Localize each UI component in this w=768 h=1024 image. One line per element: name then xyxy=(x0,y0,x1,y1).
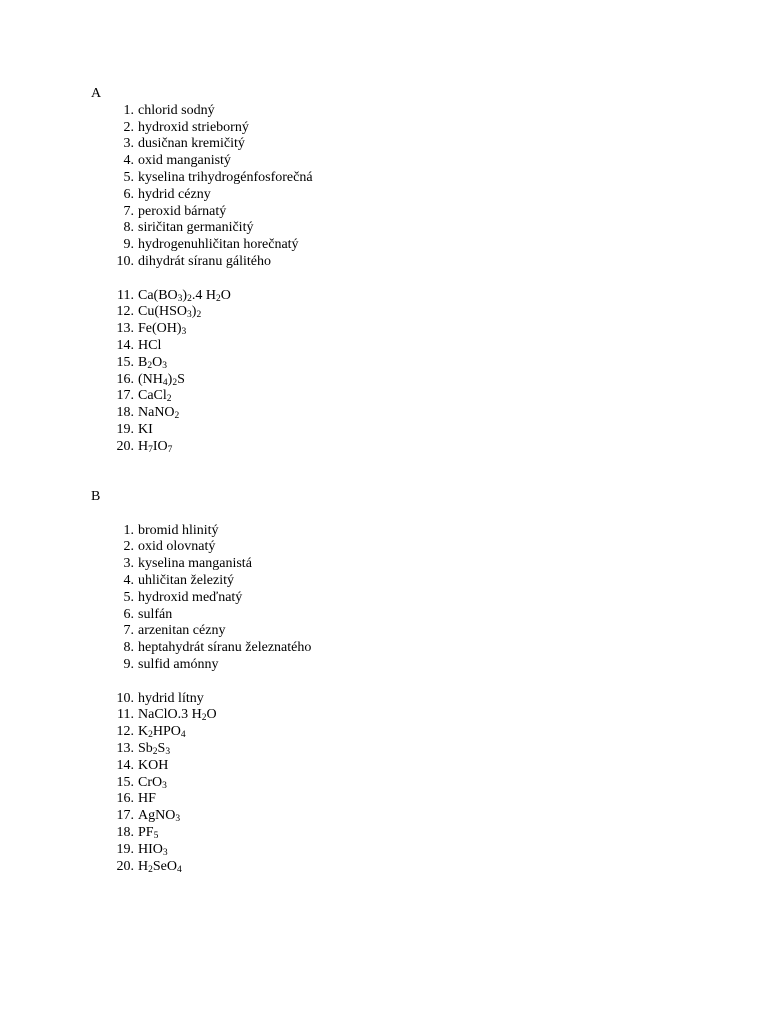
item-text: hydroxid strieborný xyxy=(138,119,249,135)
list-item xyxy=(91,237,313,254)
item-number: 10. xyxy=(116,690,134,706)
list-item xyxy=(91,607,311,624)
subscript: 5 xyxy=(153,830,159,841)
list-item xyxy=(91,153,313,170)
item-text: sulfán xyxy=(138,606,173,622)
list-item xyxy=(91,355,313,372)
subscript: 2 xyxy=(148,730,153,741)
subscript: 3 xyxy=(162,847,168,858)
list-item xyxy=(91,187,313,204)
list-item xyxy=(91,103,313,120)
item-list xyxy=(91,691,311,876)
subscript: 3 xyxy=(177,293,183,304)
item-number: 4. xyxy=(123,153,134,169)
item-text: $Fe(OH)_3$ xyxy=(138,321,187,338)
subscript: 2 xyxy=(147,360,153,371)
section-heading: B xyxy=(91,489,101,504)
list-item xyxy=(91,623,311,640)
item-text: hydrogenuhličitan horečnatý xyxy=(138,237,299,253)
item-number: 3. xyxy=(123,136,134,152)
item-number: 6. xyxy=(123,606,134,622)
item-text: NaNO$_2$ xyxy=(138,405,180,422)
item-text: peroxid bárnatý xyxy=(138,203,227,219)
item-number: 6. xyxy=(123,186,134,202)
item-text: sulfid amónny xyxy=(138,656,219,672)
item-number: 17. xyxy=(116,808,134,824)
list-item xyxy=(91,775,311,792)
item-text: $HIO_3$ xyxy=(138,841,168,858)
list-item xyxy=(91,842,311,859)
item-number: 8. xyxy=(123,220,134,236)
item-number: 4. xyxy=(123,572,134,588)
subscript: 3 xyxy=(181,327,187,338)
list-item xyxy=(91,120,313,137)
subscript: 2 xyxy=(148,864,153,875)
item-number: 2. xyxy=(123,119,134,135)
subscript: 2 xyxy=(201,713,207,724)
item-number: 20. xyxy=(116,858,134,874)
item-text: oxid olovnatý xyxy=(138,539,216,555)
item-number: 18. xyxy=(116,824,134,840)
item-text: chlorid sodný xyxy=(138,102,215,118)
item-number: 7. xyxy=(123,623,134,639)
item-text: CaCl$_2$ xyxy=(138,388,172,405)
item-number: 17. xyxy=(116,388,134,404)
subscript: 3 xyxy=(187,310,192,321)
subscript: 7 xyxy=(148,444,153,455)
subscript: 2 xyxy=(196,310,202,321)
subscript: 2 xyxy=(215,293,221,304)
item-number: 7. xyxy=(123,203,134,219)
item-text: dihydrát síranu gálitého xyxy=(138,253,271,269)
item-text: NaClO.3 $H_2O$ xyxy=(138,707,217,724)
item-number: 16. xyxy=(116,371,134,387)
subscript: 3 xyxy=(175,814,181,825)
item-list xyxy=(91,288,313,456)
item-number: 15. xyxy=(116,774,134,790)
item-number: 12. xyxy=(116,724,134,740)
item-text: kyselina trihydrogénfosforečná xyxy=(138,169,313,185)
list-item xyxy=(91,304,313,321)
item-text: arzenitan cézny xyxy=(138,623,226,639)
subscript: 2 xyxy=(187,293,192,304)
list-item xyxy=(91,741,311,758)
list-item xyxy=(91,859,311,876)
list-item xyxy=(91,724,311,741)
list-item xyxy=(91,691,311,708)
item-number: 19. xyxy=(116,421,134,437)
list-item xyxy=(91,825,311,842)
list-item xyxy=(91,791,311,808)
subscript: 3 xyxy=(162,360,167,371)
item-number: 1. xyxy=(123,522,134,538)
list-item xyxy=(91,523,311,540)
list-item xyxy=(91,288,313,305)
list-item xyxy=(91,388,313,405)
list-item xyxy=(91,136,313,153)
item-text: oxid manganistý xyxy=(138,153,231,169)
list-item xyxy=(91,758,311,775)
item-number: 3. xyxy=(123,556,134,572)
subscript: 4 xyxy=(180,730,186,741)
list-item xyxy=(91,338,313,355)
item-text: $Sb_2S_3$ xyxy=(138,740,171,757)
item-text: $K_2HPO_4$ xyxy=(138,724,186,741)
section-a xyxy=(91,86,313,456)
list-item xyxy=(91,321,313,338)
section-b xyxy=(91,489,311,875)
item-number: 15. xyxy=(116,354,134,370)
list-item xyxy=(91,204,313,221)
list-item xyxy=(91,372,313,389)
blank-line xyxy=(91,674,311,691)
list-item xyxy=(91,573,311,590)
item-text: siričitan germaničitý xyxy=(138,220,254,236)
list-item xyxy=(91,539,311,556)
list-item xyxy=(91,254,313,271)
item-number: 11. xyxy=(117,707,134,723)
section-body xyxy=(91,103,313,456)
list-item xyxy=(91,220,313,237)
item-list xyxy=(91,523,311,674)
item-text: hydrid lítny xyxy=(138,690,204,706)
subscript: 3 xyxy=(162,780,167,791)
item-number: 11. xyxy=(117,287,134,303)
item-text: $B_2O_3$ xyxy=(138,354,167,371)
item-text: $H_2SeO_4$ xyxy=(138,858,182,875)
item-text: $Ca(BO_3)_2.4$ $H_2O$ xyxy=(138,287,231,304)
item-text: hydroxid meďnatý xyxy=(138,589,243,605)
subscript: 2 xyxy=(172,377,178,388)
item-text: kyselina manganistá xyxy=(138,556,252,572)
item-text: heptahydrát síranu železnatého xyxy=(138,640,312,656)
item-text: HCl xyxy=(138,337,162,353)
item-text: KI xyxy=(138,421,153,437)
subscript: 2 xyxy=(174,411,180,422)
list-item xyxy=(91,640,311,657)
list-item xyxy=(91,556,311,573)
list-item xyxy=(91,405,313,422)
item-text: $H_7IO_7$ xyxy=(138,438,173,455)
item-number: 8. xyxy=(123,640,134,656)
item-text: hydrid cézny xyxy=(138,186,211,202)
blank-line xyxy=(91,506,311,523)
item-number: 10. xyxy=(116,253,134,269)
item-text: HF xyxy=(138,791,156,807)
item-text: bromid hlinitý xyxy=(138,522,219,538)
subscript: 3 xyxy=(165,746,171,757)
item-number: 19. xyxy=(116,841,134,857)
section-heading: A xyxy=(91,86,102,101)
subscript: 2 xyxy=(152,746,158,757)
item-text: CrO$_3$ xyxy=(138,774,167,791)
item-text: KOH xyxy=(138,757,169,773)
item-text: $Cu(HSO_3)_2$ xyxy=(138,304,202,321)
item-number: 12. xyxy=(116,304,134,320)
item-number: 2. xyxy=(123,539,134,555)
list-item xyxy=(91,590,311,607)
item-number: 18. xyxy=(116,405,134,421)
item-text: uhličitan železitý xyxy=(138,572,235,588)
subscript: 7 xyxy=(167,444,173,455)
item-text: $(NH_4)_2S$ xyxy=(138,371,185,388)
subscript: 2 xyxy=(166,394,172,405)
item-list xyxy=(91,103,313,271)
list-item xyxy=(91,657,311,674)
item-number: 1. xyxy=(123,102,134,118)
list-item xyxy=(91,439,313,456)
list-item xyxy=(91,707,311,724)
item-number: 16. xyxy=(116,791,134,807)
item-number: 5. xyxy=(123,589,134,605)
list-item xyxy=(91,808,311,825)
item-number: 20. xyxy=(116,438,134,454)
list-item xyxy=(91,170,313,187)
item-number: 13. xyxy=(116,740,134,756)
item-text: $PF_5$ xyxy=(138,824,159,841)
section-body xyxy=(91,506,311,876)
item-number: 5. xyxy=(123,169,134,185)
subscript: 4 xyxy=(177,864,182,875)
item-number: 9. xyxy=(123,656,134,672)
subscript: 4 xyxy=(162,377,168,388)
item-number: 9. xyxy=(123,237,134,253)
item-number: 14. xyxy=(116,757,134,773)
item-number: 14. xyxy=(116,337,134,353)
item-number: 13. xyxy=(116,321,134,337)
item-text: dusičnan kremičitý xyxy=(138,136,245,152)
list-item xyxy=(91,422,313,439)
item-text: AgNO$_3$ xyxy=(138,808,181,825)
blank-line xyxy=(91,271,313,288)
